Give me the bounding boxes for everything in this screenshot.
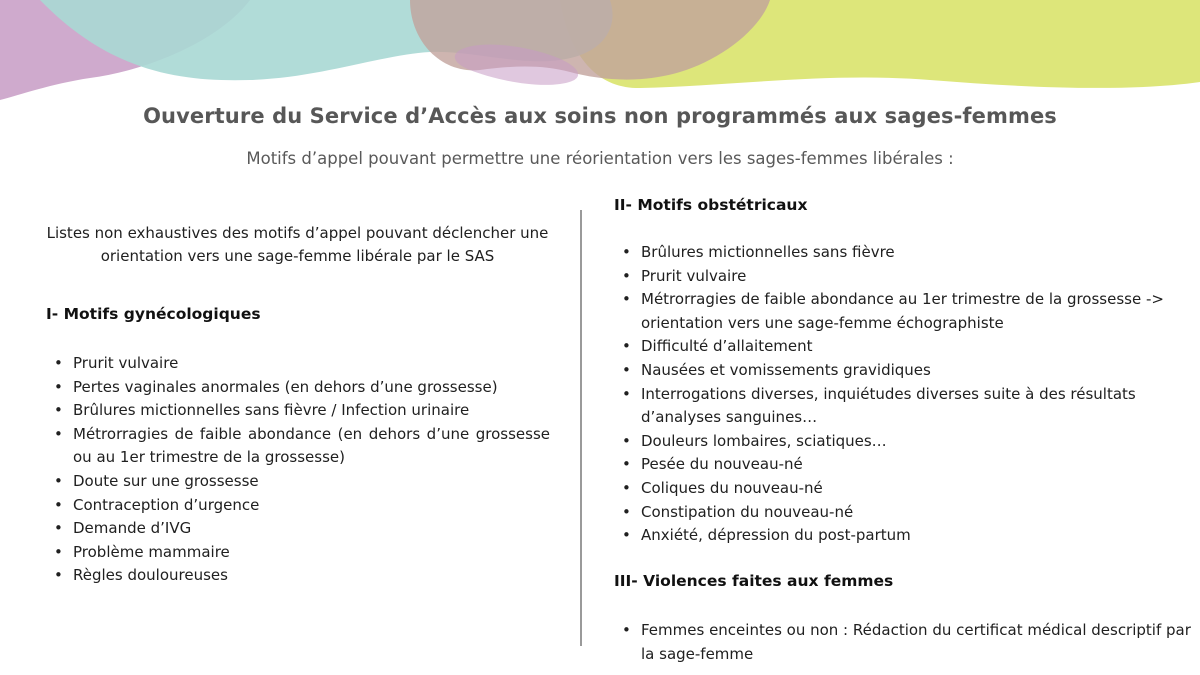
bullet: • [54,471,63,490]
list-item-text: Interrogations diverses, inquiétudes diverses suite à des résultats d’analyses sanguines… [641,384,1136,427]
bullet: • [622,502,631,521]
list-item-text: Métrorragies de faible abondance au 1er trimestre de la grossesse -> orientation vers une sage-femme échographiste [641,290,1164,332]
list-item [614,359,1198,383]
bullet: • [622,384,631,403]
decorative-blobs [0,0,1200,110]
list-item-text: Brûlures mictionnelles sans fièvre / Infection urinaire [73,401,470,420]
bullet: • [54,542,63,561]
list-item [46,541,550,565]
list-item-text: Problème mammaire [73,542,230,561]
list-item-text: Contraception d’urgence [73,495,260,514]
list-item [46,517,550,541]
list-item-text: Douleurs lombaires, sciatiques… [641,431,887,450]
bullet: • [54,401,63,420]
bullet: • [622,290,631,309]
list-item-text: Brûlures mictionnelles sans fièvre [641,243,895,261]
bullet: • [54,377,63,396]
bullet: • [622,431,631,450]
column-divider [580,210,582,646]
list-item-text: Anxiété, dépression du post-partum [641,526,911,545]
list-item [46,376,550,400]
page-title: Ouverture du Service d’Accès aux soins non programmés aux sages-femmes [143,104,1057,128]
list-item [46,352,550,376]
heading-gynecological: I- Motifs gynécologiques [46,305,261,323]
list-item [614,477,1198,501]
list-item-text: Demande d’IVG [73,519,192,538]
list-gynecological [46,352,550,588]
list-item-text: Femmes enceintes ou non : Rédaction du certificat médical descriptif par la sage-femme [641,621,1191,663]
bullet: • [622,455,631,474]
list-item [614,241,1198,265]
bullet: • [54,566,63,585]
list-item [46,470,550,494]
list-item-text: Règles douloureuses [73,566,228,585]
list-item-text: Nausées et vomissements gravidiques [641,360,931,379]
bullet: • [54,354,63,372]
list-item [614,524,1198,548]
list-item [46,399,550,423]
list-item-text: Pertes vaginales anormales (en dehors d’une grossesse) [73,377,498,396]
bullet: • [622,243,631,261]
list-item [614,453,1198,477]
intro-text: Listes non exhaustives des motifs d’appel pouvant déclencher une orientation vers une sage-femme libérale par le SAS [46,224,549,265]
bullet: • [622,360,631,379]
list-item-text: Pesée du nouveau-né [641,455,803,474]
list-violence [614,619,1198,666]
page-subtitle: Motifs d’appel pouvant permettre une réorientation vers les sages-femmes libérales : [246,149,954,168]
list-item [614,430,1198,454]
list-item-text: Métrorragies de faible abondance (en dehors d’une grossesse ou au 1er trimestre de la grossesse) [73,424,550,467]
list-item-text: Doute sur une grossesse [73,471,259,490]
list-item-text: Constipation du nouveau-né [641,502,854,521]
bullet: • [622,478,631,497]
bullet: • [622,266,631,285]
list-item [614,501,1198,525]
list-item [46,564,550,588]
bullet: • [622,337,631,356]
bullet: • [54,424,63,443]
bullet: • [622,526,631,545]
heading-violence: III- Violences faites aux femmes [614,572,894,590]
list-obstetric [614,241,1198,548]
list-item-text: Coliques du nouveau-né [641,478,823,497]
list-item [46,423,550,470]
list-item [46,494,550,518]
list-item [614,265,1198,289]
bullet: • [622,621,631,639]
bullet: • [54,495,63,514]
list-item [614,619,1198,666]
heading-obstetric: II- Motifs obstétricaux [614,196,808,214]
list-item [614,383,1198,430]
list-item-text: Prurit vulvaire [641,266,747,285]
list-item [614,288,1198,335]
list-item-text: Difficulté d’allaitement [641,337,813,356]
bullet: • [54,519,63,538]
list-item-text: Prurit vulvaire [73,354,179,372]
list-item [614,335,1198,359]
